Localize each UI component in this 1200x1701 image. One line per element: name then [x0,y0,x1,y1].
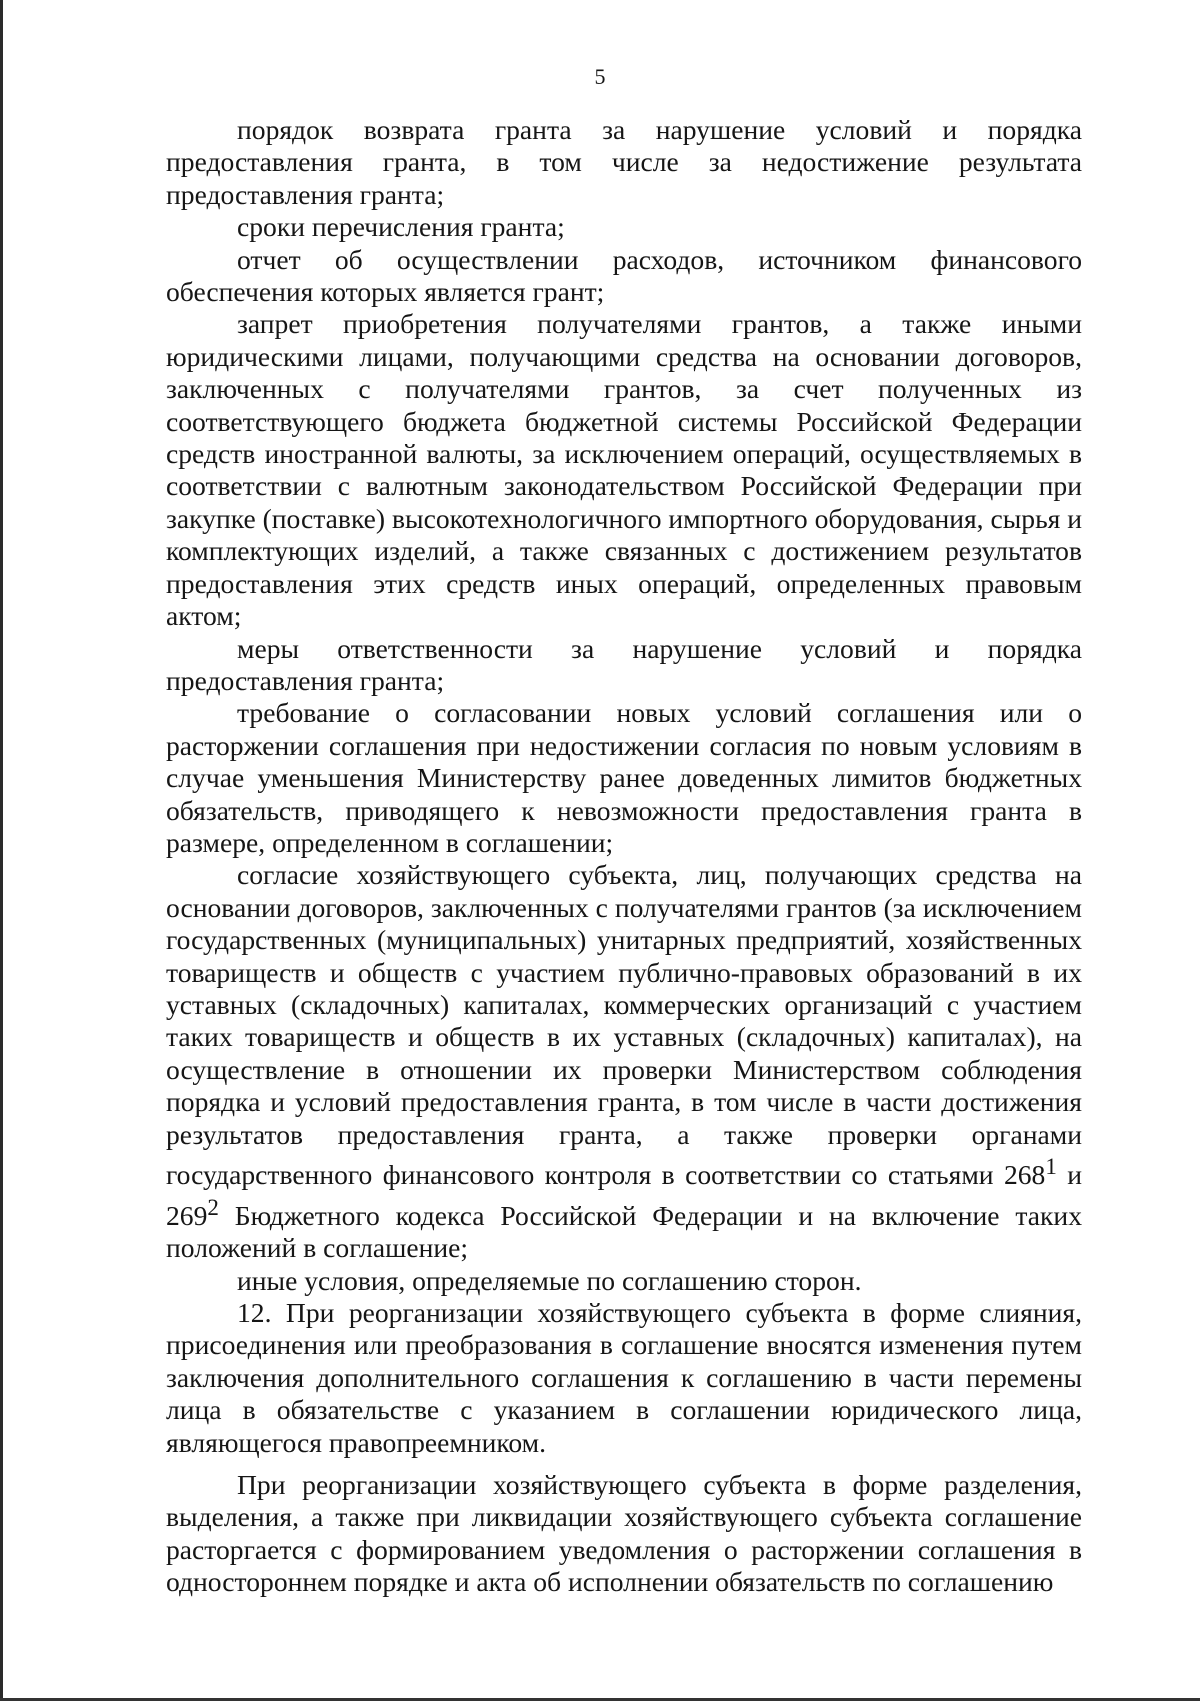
scan-edge-left [0,0,3,1701]
document-body [166,114,1082,1599]
paragraph-new-conditions-requirement: требование о согласовании новых условий соглашения или о расторжении соглашения при недостижении согласия по новым условиям в случае уменьшения Министерству ранее доведенных лимитов бюджетных обязательств, приводящего к невозможности предоставления гранта в размере, определенном в соглашении; [166,697,1082,858]
page-number: 5 [594,64,606,89]
article-269-superscript: 2 [207,1194,219,1220]
consent-text-before: согласие хозяйствующего субъекта, лиц, получающих средства на основании договоров, заключенных с получателями грантов (за исключением государственных (муниципальных) унитарных предприятий, хозяйственных товариществ и обществ с участием публично-правовых образований в их уставных (складочных) капиталах, коммерческих организаций с участием таких товариществ и обществ в их уставных (складочных) капиталах), на осуществление в отношении их проверки Министерством соблюдения порядка и условий предоставления гранта, в том числе в части достижения результатов предоставления гранта, а также проверки органами государственного финансового контроля в соответствии со статьями [166,859,1082,1191]
consent-text-after: Бюджетного кодекса Российской Федерации и на включение таких положений в соглашение; [166,1199,1082,1264]
article-268: 268 [1003,1159,1046,1191]
article-268-superscript: 1 [1045,1154,1057,1179]
paragraph-currency-ban: запрет приобретения получателями грантов, а также иными юридическими лицами, получающими средства на основании договоров, заключенных с получателями грантов, за счет полученных из соответствующего бюджета бюджетной системы Российской Федерации средств иностранной валюты, за исключением операций, осуществляемых в соответствии с валютным законодательством Российской Федерации при закупке (поставке) высокотехнологичного импортного оборудования, сырья и комплектующих изделий, а также связанных с достижением результатов предоставления этих средств иных операций, определенных правовым актом; [166,308,1083,632]
consent-text-middle: и [1056,1159,1082,1191]
paragraph-grant-return-procedure: порядок возврата гранта за нарушение условий и порядка предоставления гранта, в том числе за недостижение результата предоставления гранта; [166,114,1082,210]
paragraph-transfer-terms: сроки перечисления гранта; [237,211,565,243]
article-269: 269 [166,1199,208,1231]
paragraph-liability-measures: меры ответственности за нарушение условий и порядка предоставления гранта; [166,632,1082,696]
paragraph-consent-to-audit [166,859,1082,1264]
paragraph-other-conditions: иные условия, определяемые по соглашению сторон. [237,1264,862,1296]
paragraph-expense-report: отчет об осуществлении расходов, источником финансового обеспечения которых является грант; [166,243,1082,308]
paragraph-12-reorganization-merger: 12. При реорганизации хозяйствующего субъекта в форме слияния, присоединения или преобразования в соглашение вносятся изменения путем заключения дополнительного соглашения к соглашению в части перемены лица в обязательстве с указанием в соглашении юридического лица, являющегося правопреемником. [166,1297,1082,1458]
paragraph-reorganization-division: При реорганизации хозяйствующего субъекта в форме разделения, выделения, а также при ликвидации хозяйствующего субъекта соглашение расторгается с формированием уведомления о расторжении соглашения в одностороннем порядке и акта об исполнении обязательств по соглашению [166,1469,1082,1598]
